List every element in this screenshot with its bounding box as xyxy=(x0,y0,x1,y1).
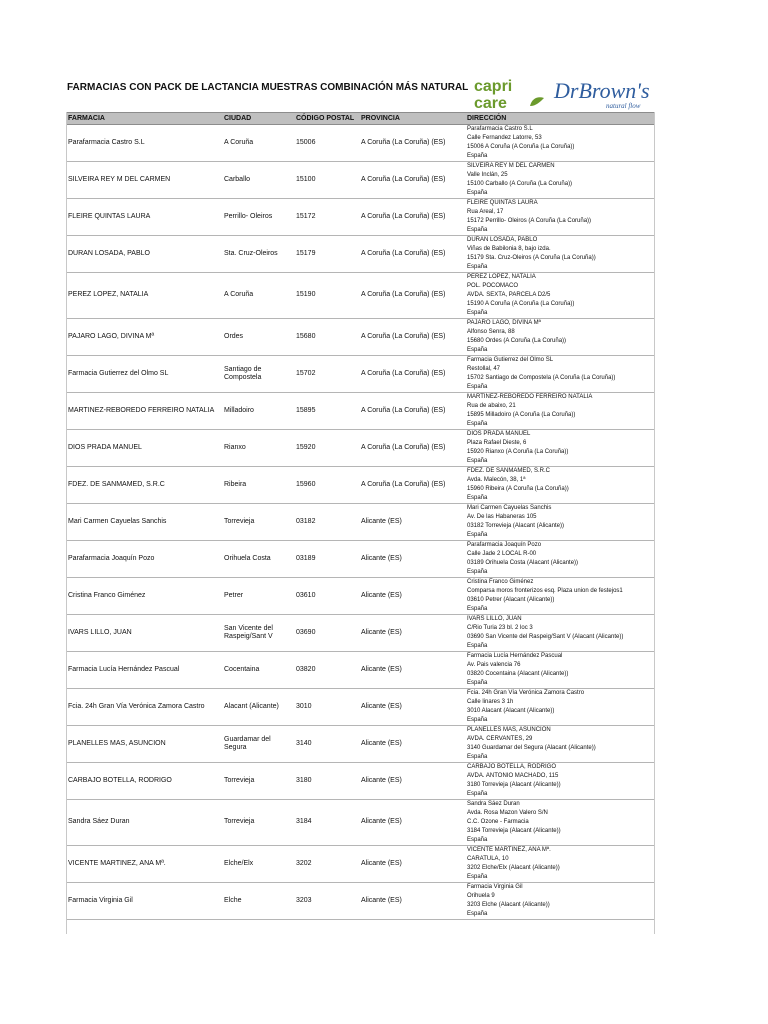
direccion-line: 3180 Torrevieja (Alacant (Alicante)) xyxy=(467,782,561,788)
direccion-line: VICENTE MARTINEZ, ANA Mª. xyxy=(467,847,551,853)
cell-codigo-postal: 15702 xyxy=(294,356,359,393)
table-row xyxy=(66,467,655,504)
cell-provincia: Alicante (ES) xyxy=(359,504,465,541)
cell-ciudad: Santiago de Compostela xyxy=(222,356,294,393)
table-row xyxy=(66,273,655,319)
table-row xyxy=(66,615,655,652)
cell-direccion xyxy=(465,430,655,467)
direccion-line: 03182 Torrevieja (Alacant (Alicante)) xyxy=(467,523,564,529)
direccion-line: España xyxy=(467,310,488,316)
direccion-line: España xyxy=(467,384,488,390)
cell-ciudad: Ribeira xyxy=(222,467,294,504)
direccion-line: Calle Jade 2 LOCAL R-00 xyxy=(467,551,537,557)
cell-provincia: Alicante (ES) xyxy=(359,800,465,846)
cell-provincia: A Coruña (La Coruña) (ES) xyxy=(359,393,465,430)
direccion-line: 15895 Milladoiro (A Coruña (La Coruña)) xyxy=(467,412,576,418)
cell-ciudad: Torrevieja xyxy=(222,504,294,541)
cell-direccion xyxy=(465,199,655,236)
direccion-line: MARTINEZ-REBOREDO FERREIRO NATALIA xyxy=(467,394,593,400)
direccion-line: Farmacia Gutierrez del Olmo SL xyxy=(467,357,554,363)
cell-provincia: A Coruña (La Coruña) (ES) xyxy=(359,467,465,504)
cell-direccion xyxy=(465,162,655,199)
direccion-line: Farmacia Lucía Hernández Pascual xyxy=(467,653,563,659)
cell-ciudad: Torrevieja xyxy=(222,763,294,800)
direccion-line: España xyxy=(467,264,488,270)
header-provincia: PROVINCIA xyxy=(359,113,465,125)
direccion-line: Avda. Rosa Mazon Valero S/N xyxy=(467,810,548,816)
cell-codigo-postal: 3180 xyxy=(294,763,359,800)
direccion-line: 03820 Cocentaina (Alacant (Alicante)) xyxy=(467,671,569,677)
direccion-line: SILVEIRA REY M DEL CARMEN xyxy=(467,163,555,169)
cell-ciudad: Petrer xyxy=(222,578,294,615)
cell-direccion xyxy=(465,504,655,541)
cell-codigo-postal: 15006 xyxy=(294,125,359,162)
cell-ciudad: San Vicente del Raspeig/Sant V xyxy=(222,615,294,652)
direccion-line: España xyxy=(467,421,488,427)
direccion-line: DIOS PRADA MANUEL xyxy=(467,431,531,437)
capricare-logo xyxy=(474,78,544,112)
direccion-line: 15920 Rianxo (A Coruña (La Coruña)) xyxy=(467,449,569,455)
cell-provincia: A Coruña (La Coruña) (ES) xyxy=(359,273,465,319)
cell-codigo-postal: 15100 xyxy=(294,162,359,199)
cell-ciudad: Cocentaina xyxy=(222,652,294,689)
brand-logos xyxy=(472,76,656,112)
direccion-line: Mari Carmen Cayuelas Sanchis xyxy=(467,505,552,511)
cell-ciudad: Torrevieja xyxy=(222,800,294,846)
cell-ciudad: Carballo xyxy=(222,162,294,199)
table-row xyxy=(66,763,655,800)
table-row xyxy=(66,356,655,393)
table-row xyxy=(66,689,655,726)
direccion-line: PLANELLES MAS, ASUNCION xyxy=(467,727,551,733)
table-row xyxy=(66,504,655,541)
cell-direccion xyxy=(465,763,655,800)
direccion-line: España xyxy=(467,754,488,760)
table-row xyxy=(66,726,655,763)
direccion-line: Valle Inclán, 25 xyxy=(467,172,508,178)
cell-ciudad: A Coruña xyxy=(222,125,294,162)
direccion-line: IVARS LILLO, JUAN xyxy=(467,616,522,622)
direccion-line: 15960 Ribeira (A Coruña (La Coruña)) xyxy=(467,486,569,492)
direccion-line: España xyxy=(467,874,488,880)
cell-provincia: Alicante (ES) xyxy=(359,846,465,883)
page-title: FARMACIAS CON PACK DE LACTANCIA MUESTRAS COMBINACIÓN MÁS NATURAL xyxy=(67,82,469,93)
table-row xyxy=(66,578,655,615)
direccion-line: Calle Fernandez Latorre, 53 xyxy=(467,135,542,141)
direccion-line: PEREZ LOPEZ, NATALIA xyxy=(467,274,536,280)
cell-codigo-postal: 3202 xyxy=(294,846,359,883)
cell-provincia: A Coruña (La Coruña) (ES) xyxy=(359,430,465,467)
direccion-line: Fcia. 24h Gran Vía Verónica Zamora Castro xyxy=(467,690,585,696)
cell-direccion xyxy=(465,236,655,273)
cell-codigo-postal: 03182 xyxy=(294,504,359,541)
header-ciudad: CIUDAD xyxy=(222,113,294,125)
cell-direccion xyxy=(465,800,655,846)
direccion-line: 03189 Orihuela Costa (Alacant (Alicante)) xyxy=(467,560,579,566)
cell-farmacia: Farmacia Virginia Gil xyxy=(66,883,222,920)
header-codigo-postal: CÓDIGO POSTAL xyxy=(294,113,359,125)
table-row xyxy=(66,199,655,236)
cell-direccion xyxy=(465,615,655,652)
cell-farmacia: Fcia. 24h Gran Vía Verónica Zamora Castro xyxy=(66,689,222,726)
table-header-row xyxy=(66,113,655,125)
cell-farmacia: CARBAJO BOTELLA, RODRIGO xyxy=(66,763,222,800)
cell-provincia: Alicante (ES) xyxy=(359,615,465,652)
cell-provincia: Alicante (ES) xyxy=(359,652,465,689)
cell-provincia: A Coruña (La Coruña) (ES) xyxy=(359,319,465,356)
cell-direccion xyxy=(465,578,655,615)
cell-direccion xyxy=(465,726,655,763)
direccion-line: Avda. Malecón, 38, 1ª xyxy=(467,477,526,483)
cell-farmacia: Sandra Sáez Duran xyxy=(66,800,222,846)
header-farmacia: FARMACIA xyxy=(66,113,222,125)
direccion-line: AVDA. SEXTA, PARCELA D2/5 xyxy=(467,292,551,298)
direccion-line: AVDA. CERVANTES, 29 xyxy=(467,736,533,742)
cell-codigo-postal: 15190 xyxy=(294,273,359,319)
cell-farmacia: Parafarmacia Joaquín Pozo xyxy=(66,541,222,578)
table-row xyxy=(66,883,655,920)
cell-provincia: Alicante (ES) xyxy=(359,541,465,578)
cell-codigo-postal: 15920 xyxy=(294,430,359,467)
direccion-line: España xyxy=(467,643,488,649)
cell-codigo-postal: 3010 xyxy=(294,689,359,726)
cell-provincia: Alicante (ES) xyxy=(359,763,465,800)
table-row xyxy=(66,162,655,199)
direccion-line: PAJARO LAGO, DIVINA Mª xyxy=(467,320,541,326)
svg-text:care: care xyxy=(474,95,507,112)
direccion-line: 3202 Elche/Elx (Alacant (Alicante)) xyxy=(467,865,560,871)
direccion-line: Viñas de Babilonia 8, bajo izda. xyxy=(467,246,551,252)
cell-codigo-postal: 15960 xyxy=(294,467,359,504)
cell-codigo-postal: 15179 xyxy=(294,236,359,273)
cell-direccion xyxy=(465,846,655,883)
cell-direccion xyxy=(465,689,655,726)
direccion-line: 03690 San Vicente del Raspeig/Sant V (Alacant (Alicante)) xyxy=(467,634,624,640)
direccion-line: 15680 Ordes (A Coruña (La Coruña)) xyxy=(467,338,567,344)
direccion-line: 03610 Petrer (Alacant (Alicante)) xyxy=(467,597,555,603)
cell-ciudad: Alacant (Alicante) xyxy=(222,689,294,726)
direccion-line: Alfonso Senra, 88 xyxy=(467,329,515,335)
direccion-line: 15190 A Coruña (A Coruña (La Coruña)) xyxy=(467,301,575,307)
cell-farmacia: IVARS LILLO, JUAN xyxy=(66,615,222,652)
cell-farmacia: SILVEIRA REY M DEL CARMEN xyxy=(66,162,222,199)
cell-direccion xyxy=(465,356,655,393)
direccion-line: España xyxy=(467,680,488,686)
table-row xyxy=(66,125,655,162)
table-row xyxy=(66,652,655,689)
table-row xyxy=(66,800,655,846)
direccion-line: Rua Areal, 17 xyxy=(467,209,504,215)
cell-codigo-postal: 3184 xyxy=(294,800,359,846)
direccion-line: 3140 Guardamar del Segura (Alacant (Alicante)) xyxy=(467,745,596,751)
direccion-line: España xyxy=(467,837,488,843)
direccion-line: España xyxy=(467,347,488,353)
cell-codigo-postal: 3140 xyxy=(294,726,359,763)
cell-codigo-postal: 15895 xyxy=(294,393,359,430)
cell-ciudad: Ordes xyxy=(222,319,294,356)
cell-direccion xyxy=(465,319,655,356)
cell-farmacia: VICENTE MARTINEZ, ANA Mª. xyxy=(66,846,222,883)
cell-provincia: A Coruña (La Coruña) (ES) xyxy=(359,356,465,393)
cell-farmacia: Mari Carmen Cayuelas Sanchis xyxy=(66,504,222,541)
direccion-line: España xyxy=(467,495,488,501)
direccion-line: España xyxy=(467,911,488,917)
cell-provincia: A Coruña (La Coruña) (ES) xyxy=(359,199,465,236)
cell-direccion xyxy=(465,883,655,920)
cell-provincia: Alicante (ES) xyxy=(359,883,465,920)
direccion-line: España xyxy=(467,791,488,797)
cell-ciudad: Guardamar del Segura xyxy=(222,726,294,763)
cell-ciudad: Rianxo xyxy=(222,430,294,467)
direccion-line: España xyxy=(467,532,488,538)
cell-ciudad: Perrillo- Oleiros xyxy=(222,199,294,236)
cell-ciudad: A Coruña xyxy=(222,273,294,319)
direccion-line: Av. De las Habaneras 105 xyxy=(467,514,537,520)
table-row xyxy=(66,541,655,578)
cell-farmacia: FLEIRE QUINTAS LAURA xyxy=(66,199,222,236)
direccion-line: DURAN LOSADA, PABLO xyxy=(467,237,538,243)
direccion-line: 15006 A Coruña (A Coruña (La Coruña)) xyxy=(467,144,575,150)
cell-codigo-postal: 15680 xyxy=(294,319,359,356)
direccion-line: 15172 Perrillo- Oleiros (A Coruña (La Coruña)) xyxy=(467,218,592,224)
cell-provincia: A Coruña (La Coruña) (ES) xyxy=(359,236,465,273)
header-direccion: DIRECCIÓN xyxy=(465,113,655,125)
cell-farmacia: PLANELLES MAS, ASUNCION xyxy=(66,726,222,763)
cell-ciudad: Elche/Elx xyxy=(222,846,294,883)
direccion-line: Rua de abaixo, 21 xyxy=(467,403,516,409)
direccion-line: Calle linares 3 1h xyxy=(467,699,514,705)
direccion-line: 15179 Sta. Cruz-Oleiros (A Coruña (La Coruña)) xyxy=(467,255,596,261)
direccion-line: Av. Pais valencia 76 xyxy=(467,662,521,668)
direccion-line: Restollal, 47 xyxy=(467,366,501,372)
cell-farmacia: Farmacia Gutierrez del Olmo SL xyxy=(66,356,222,393)
cell-direccion xyxy=(465,652,655,689)
table-row xyxy=(66,393,655,430)
cell-farmacia: Cristina Franco Giménez xyxy=(66,578,222,615)
direccion-line: Parafarmacia Castro S.L xyxy=(467,126,533,132)
cell-provincia: Alicante (ES) xyxy=(359,689,465,726)
cell-direccion xyxy=(465,125,655,162)
direccion-line: C.C. Ozone - Farmacia xyxy=(467,819,529,825)
cell-codigo-postal: 03189 xyxy=(294,541,359,578)
direccion-line: Cristina Franco Giménez xyxy=(467,579,534,585)
direccion-line: 3203 Elche (Alacant (Alicante)) xyxy=(467,902,550,908)
cell-codigo-postal: 15172 xyxy=(294,199,359,236)
table-row xyxy=(66,319,655,356)
cell-farmacia: FDEZ. DE SANMAMED, S.R.C xyxy=(66,467,222,504)
cell-provincia: Alicante (ES) xyxy=(359,726,465,763)
svg-text:natural flow: natural flow xyxy=(606,102,641,110)
cell-farmacia: Farmacia Lucía Hernández Pascual xyxy=(66,652,222,689)
direccion-line: 15702 Santiago de Compostela (A Coruña (La Coruña)) xyxy=(467,375,616,381)
direccion-line: CARBAJO BOTELLA, RODRIGO xyxy=(467,764,557,770)
table-row xyxy=(66,430,655,467)
direccion-line: POL. POCOMACO xyxy=(467,283,519,289)
direccion-line: FLEIRE QUINTAS LAURA xyxy=(467,200,538,206)
cell-ciudad: Orihuela Costa xyxy=(222,541,294,578)
cell-farmacia: DIOS PRADA MANUEL xyxy=(66,430,222,467)
table-row xyxy=(66,236,655,273)
direccion-line: 3184 Torrevieja (Alacant (Alicante)) xyxy=(467,828,561,834)
direccion-line: España xyxy=(467,717,488,723)
cell-provincia: Alicante (ES) xyxy=(359,578,465,615)
direccion-line: Comparsa moros fronterizos esq. Plaza union de festejos1 xyxy=(467,588,623,594)
direccion-line: 3010 Alacant (Alacant (Alicante)) xyxy=(467,708,555,714)
cell-farmacia: Parafarmacia Castro S.L xyxy=(66,125,222,162)
svg-text:DrBrown's: DrBrown's xyxy=(554,78,650,103)
table-row xyxy=(66,846,655,883)
direccion-line: Sandra Sáez Duran xyxy=(467,801,520,807)
cell-farmacia: MARTINEZ-REBOREDO FERREIRO NATALIA xyxy=(66,393,222,430)
direccion-line: España xyxy=(467,190,488,196)
direccion-line: España xyxy=(467,227,488,233)
direccion-line: C/Rio Turia 23 bl. 2 loc 3 xyxy=(467,625,533,631)
direccion-line: CARATULA, 10 xyxy=(467,856,509,862)
cell-ciudad: Sta. Cruz-Oleiros xyxy=(222,236,294,273)
cell-farmacia: PEREZ LOPEZ, NATALIA xyxy=(66,273,222,319)
cell-codigo-postal: 03690 xyxy=(294,615,359,652)
direccion-line: España xyxy=(467,569,488,575)
direccion-line: AVDA. ANTONIO MACHADO, 115 xyxy=(467,773,559,779)
direccion-line: España xyxy=(467,458,488,464)
cell-direccion xyxy=(465,541,655,578)
cell-codigo-postal: 03820 xyxy=(294,652,359,689)
cell-codigo-postal: 03610 xyxy=(294,578,359,615)
cell-provincia: A Coruña (La Coruña) (ES) xyxy=(359,162,465,199)
direccion-line: Parafarmacia Joaquín Pozo xyxy=(467,542,542,548)
direccion-line: Plaza Rafael Dieste, 6 xyxy=(467,440,527,446)
direccion-line: 15100 Carballo (A Coruña (La Coruña)) xyxy=(467,181,573,187)
direccion-line: España xyxy=(467,153,488,159)
cell-ciudad: Milladoiro xyxy=(222,393,294,430)
cell-codigo-postal: 3203 xyxy=(294,883,359,920)
cell-direccion xyxy=(465,273,655,319)
cell-farmacia: DURAN LOSADA, PABLO xyxy=(66,236,222,273)
svg-text:capri: capri xyxy=(474,78,513,95)
cell-direccion xyxy=(465,467,655,504)
direccion-line: FDEZ. DE SANMAMED, S.R.C xyxy=(467,468,551,474)
direccion-line: España xyxy=(467,606,488,612)
cell-ciudad: Elche xyxy=(222,883,294,920)
drbrowns-logo xyxy=(553,78,650,110)
direccion-line: Farmacia Virginia Gil xyxy=(467,884,523,890)
pharmacy-table xyxy=(66,112,655,920)
cell-direccion xyxy=(465,393,655,430)
cell-provincia: A Coruña (La Coruña) (ES) xyxy=(359,125,465,162)
direccion-line: Orihuela 9 xyxy=(467,893,495,899)
cell-farmacia: PAJARO LAGO, DIVINA Mª xyxy=(66,319,222,356)
